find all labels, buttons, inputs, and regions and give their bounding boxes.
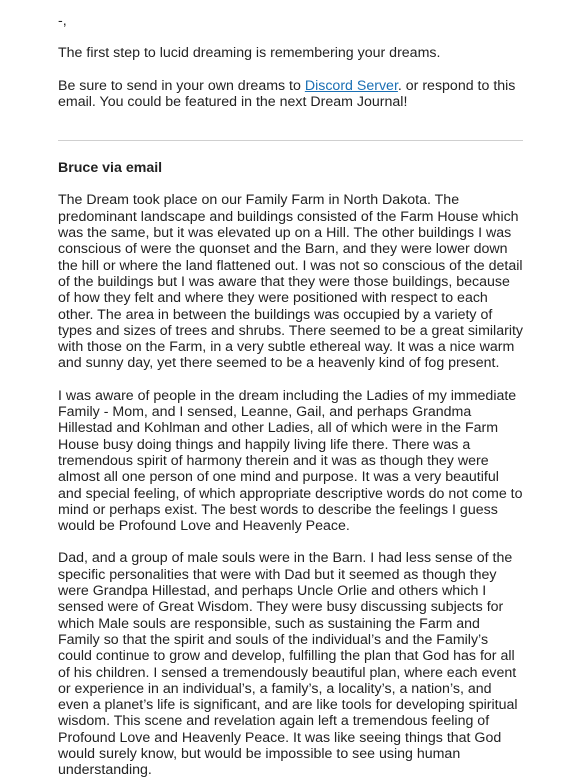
send-prefix: Be sure to send in your own dreams to	[58, 77, 305, 94]
send-suffix: . or respond to this email. You could be featured in the next Dream Journal!	[58, 77, 516, 110]
send-dreams-text	[58, 78, 523, 111]
section-divider	[58, 140, 523, 141]
dream-paragraph: The Dream took place on our Family Farm in North Dakota. The predominant landscape and buildings consisted of the Farm House which was the same, but it was elevated up on a Hill. The other buildings I was conscious of were the quonset and the Barn, and they were lower down the hill or where the land flattened out. I was not so conscious of the detail of the buildings but I was aware that they were those buildings, because of how they felt and where they were positioned with respect to each other. The area in between the buildings was occupied by a variety of types and sizes of trees and shrubs. There seemed to be a great similarity with those on the Farm, in a very subtle ethereal way. It was a nice warm and sunny day, yet there seemed to be a heavenly kind of fog present.	[58, 192, 524, 372]
greeting-dash: -,	[58, 13, 67, 29]
intro-text: The first step to lucid dreaming is remembering your dreams.	[58, 45, 441, 62]
dream-paragraph: I was aware of people in the dream including the Ladies of my immediate Family - Mom, and I sensed, Leanne, Gail, and perhaps Grandma Hillestad and Kohlman and other Ladies, all of which were in the Farm House busy doing things and happily living life there. There was a tremendous spirit of harmony therein and it was as though they were almost all one person of one mind and purpose. It was a very beautiful and special feeling, of which appropriate descriptive words do not come to mind or perhaps exist. The best words to describe the feelings I guess would be Profound Love and Heavenly Peace.	[58, 387, 523, 535]
discord-server-link[interactable]: Discord Server	[304, 77, 398, 94]
dream-author: Bruce via email	[58, 160, 163, 177]
dream-paragraph: Dad, and a group of male souls were in the Barn. I had less sense of the specific personalities that were with Dad but it seemed as though they were Grandpa Hillestad, and perhaps Uncle Orlie and others which I sensed were of Great Wisdom. They were busy discussing subjects for which Male souls are responsible, such as sustaining the Farm and Family so that the spirit and souls of the individual’s and the Family’s could continue to grow and develop, fulfilling the plan that God has for all of his children. I sensed a tremendously beautiful plan, where each event or experience in an individual’s, a family’s, a locality’s, a nation’s, and even a planet’s life is significant, and are like tools for developing spiritual wisdom. This scene and revelation again left a tremendous feeling of Profound Love and Heavenly Peace. It was like seeing things that God would surely know, but would be impossible to see using human understanding.	[58, 550, 518, 779]
